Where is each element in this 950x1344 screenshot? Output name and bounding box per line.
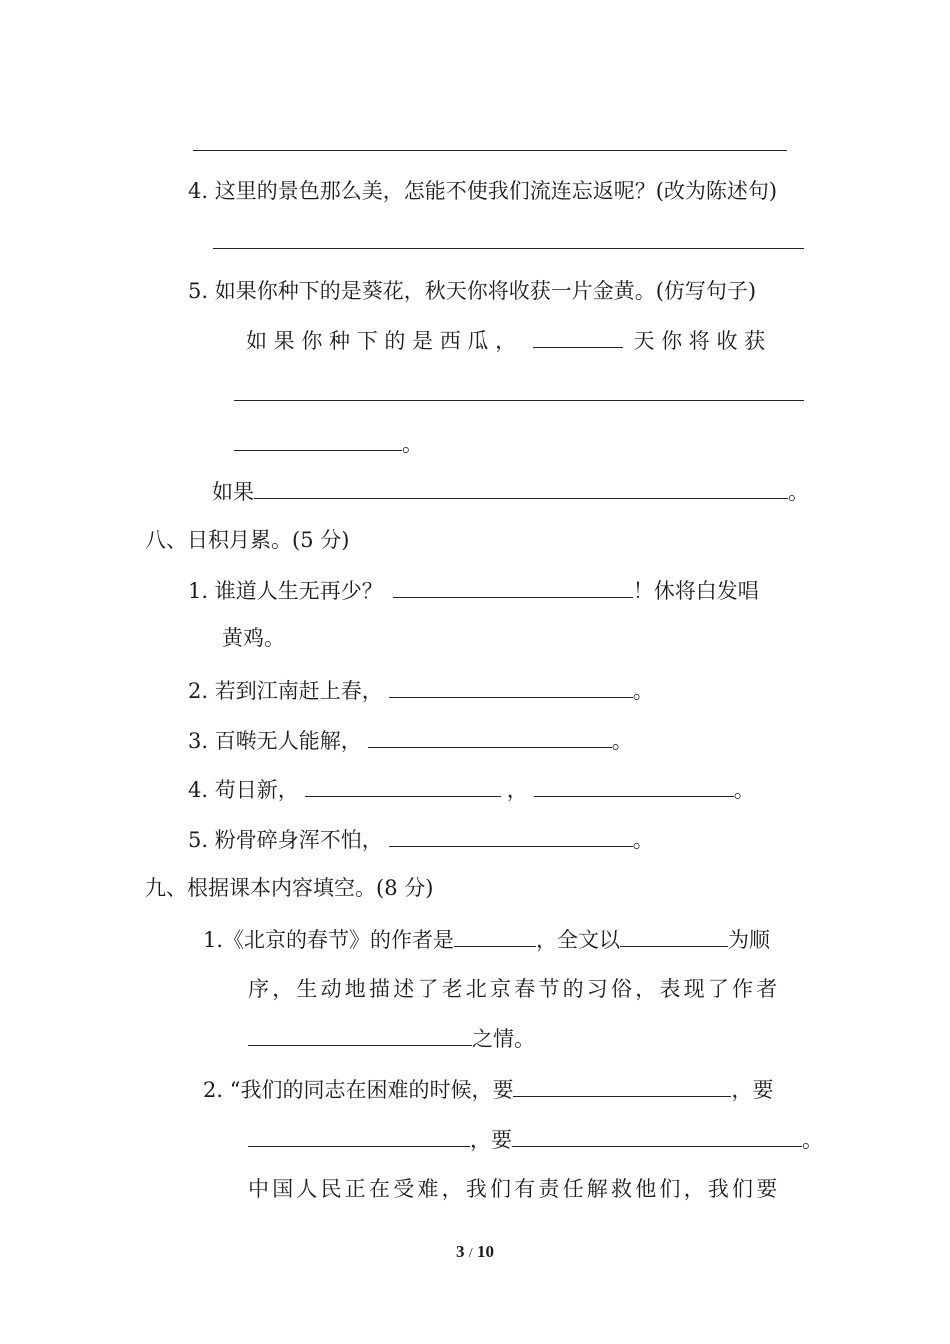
answer-blank[interactable] bbox=[389, 824, 633, 847]
answer-line-q5-a[interactable] bbox=[234, 400, 804, 401]
punctuation: 。 bbox=[788, 480, 809, 504]
punctuation: ， bbox=[506, 778, 528, 802]
answer-line-q4[interactable] bbox=[213, 248, 804, 249]
item-text: 百啭无人能解， bbox=[214, 729, 362, 753]
section-8-heading: 八、日积月累。(5 分) bbox=[145, 528, 350, 552]
sec9-q2-line3: 中国人民正在受难，我们有责任解救他们，我们要 bbox=[248, 1177, 781, 1201]
punctuation: 。 bbox=[733, 778, 755, 802]
q5-fill-line-3 bbox=[234, 428, 423, 459]
question-text: 这里的景色那么美，怎能不使我们流连忘返呢？(改为陈述句) bbox=[214, 179, 778, 203]
q5-fill-line-1 bbox=[246, 325, 765, 356]
item-number: 2. bbox=[203, 1078, 224, 1102]
answer-blank[interactable] bbox=[368, 725, 612, 748]
item-text: ，要 bbox=[731, 1078, 774, 1102]
answer-blank[interactable] bbox=[389, 675, 633, 698]
item-text: ，全文以 bbox=[536, 928, 621, 952]
item-text: 若到江南赶上春， bbox=[214, 679, 383, 703]
sec8-item-1 bbox=[188, 575, 759, 606]
item-text: 《北京的春节》的作者是 bbox=[223, 928, 455, 952]
item-number: 2. bbox=[188, 679, 209, 703]
sec8-item-2 bbox=[188, 675, 654, 706]
answer-blank[interactable] bbox=[534, 774, 734, 797]
sec8-item-5 bbox=[188, 824, 654, 855]
sec9-q1-line2: 序，生动地描述了老北京春节的习俗，表现了作者 bbox=[248, 977, 781, 1001]
sec9-q1-line3 bbox=[248, 1023, 535, 1054]
sec9-q2-line2 bbox=[248, 1124, 823, 1155]
page-number bbox=[0, 1242, 950, 1262]
answer-blank[interactable] bbox=[512, 1124, 802, 1147]
answer-blank[interactable] bbox=[620, 924, 728, 947]
item-number: 3. bbox=[188, 729, 209, 753]
item-number: 1. bbox=[188, 579, 209, 603]
q5-prefix: 如果 bbox=[212, 480, 254, 504]
answer-blank[interactable] bbox=[454, 924, 536, 947]
item-text: ，要 bbox=[470, 1128, 512, 1152]
item-number: 1. bbox=[203, 928, 224, 952]
current-page: 3 bbox=[456, 1242, 465, 1261]
page-separator: / bbox=[468, 1246, 473, 1261]
q5-imitation-line bbox=[212, 476, 809, 507]
sec8-item-4 bbox=[188, 774, 755, 805]
answer-line-top[interactable] bbox=[193, 150, 787, 151]
punctuation: 。 bbox=[632, 679, 654, 703]
answer-blank[interactable] bbox=[234, 428, 402, 451]
item-text: 为顺 bbox=[728, 928, 771, 952]
question-5 bbox=[188, 276, 756, 306]
question-4 bbox=[188, 176, 777, 206]
item-text: 粉骨碎身浑不怕， bbox=[214, 828, 383, 852]
total-pages: 10 bbox=[476, 1242, 494, 1261]
answer-blank[interactable] bbox=[248, 1124, 470, 1147]
item-text: 之情。 bbox=[472, 1027, 535, 1051]
punctuation: 。 bbox=[632, 828, 654, 852]
answer-blank[interactable] bbox=[248, 1023, 472, 1046]
answer-blank[interactable] bbox=[305, 774, 501, 797]
punctuation: 。 bbox=[611, 729, 633, 753]
answer-blank[interactable] bbox=[393, 575, 633, 598]
question-number: 4. bbox=[188, 179, 209, 203]
item-text: 苟日新， bbox=[214, 778, 299, 802]
question-number: 5. bbox=[188, 279, 209, 303]
q5-text-b: 天 你 将 收 获 bbox=[633, 329, 766, 353]
sec9-q2 bbox=[203, 1074, 773, 1105]
question-text: 如果你种下的是葵花，秋天你将收获一片金黄。(仿写句子) bbox=[214, 279, 757, 303]
sec9-q1 bbox=[203, 924, 770, 955]
q5-text-a: 如 果 你 种 下 的 是 西 瓜 ， bbox=[246, 329, 517, 353]
punctuation: 。 bbox=[802, 1128, 823, 1152]
section-9-heading: 九、根据课本内容填空。(8 分) bbox=[145, 876, 434, 900]
item-number: 4. bbox=[188, 778, 209, 802]
sec8-item-3 bbox=[188, 725, 633, 756]
answer-blank[interactable] bbox=[254, 476, 788, 499]
answer-blank[interactable] bbox=[513, 1074, 731, 1097]
answer-blank[interactable] bbox=[533, 325, 623, 348]
item-text: 谁道人生无再少？ bbox=[214, 579, 383, 603]
sec8-item-1-cont: 黄鸡。 bbox=[222, 626, 285, 650]
item-text: ！休将白发唱 bbox=[632, 579, 759, 603]
item-number: 5. bbox=[188, 828, 209, 852]
punctuation: 。 bbox=[402, 432, 423, 456]
item-text: “我们的同志在困难的时候，要 bbox=[229, 1078, 514, 1102]
